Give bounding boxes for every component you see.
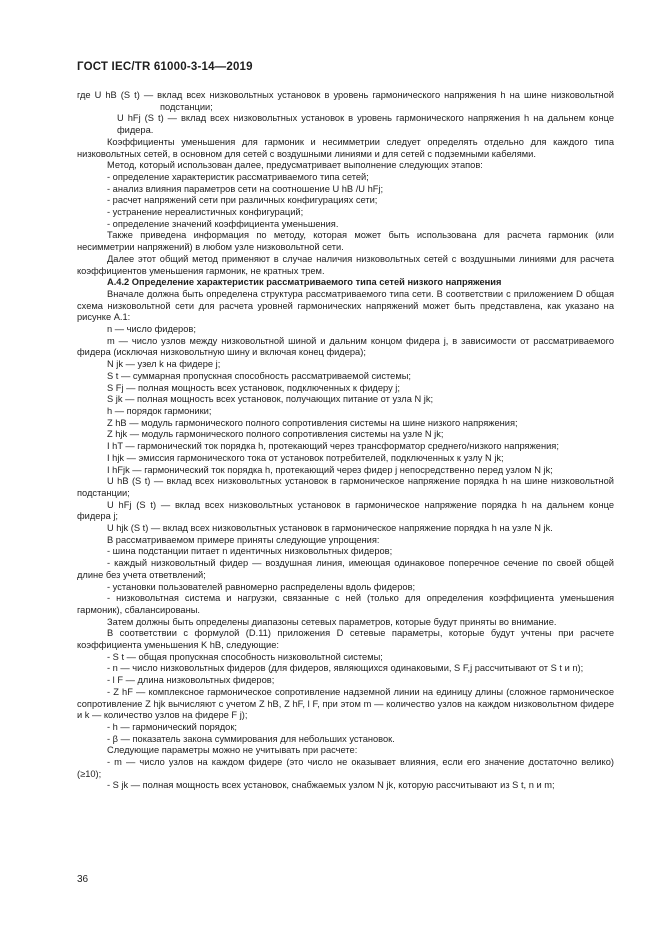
definition-item: S t — суммарная пропускная способность рассматриваемой системы; [107, 370, 412, 381]
list-item: - l F — длина низковольтных фидеров; [107, 675, 275, 686]
definition-item: S Fj — полная мощность всех установок, подключенных к фидеру j; [107, 382, 400, 393]
list-item: - анализ влияния параметров сети на соотношение U hB /U hFj; [107, 183, 384, 194]
list-item: - определение значений коэффициента уменьшения. [107, 218, 339, 229]
definition-item: I hFjk — гармонический ток порядка h, протекающий через фидер j непосредственно перед узлом N jk; [107, 464, 553, 475]
paragraph: Вначале должна быть определена структура рассматриваемого типа сети. В соответствии с приложением D общая схема низковольтной сети для расчета уровней гармонических напряжений может быть представлена, как указано на рисунке А.1: [77, 288, 614, 323]
list-item: - установки пользователей равномерно распределены вдоль фидеров; [107, 581, 416, 592]
definition-item: n — число фидеров; [107, 324, 196, 335]
paragraph: Также приведена информация по методу, которая может быть использована для расчета гармоник (или несимметрии напряжений) в любом узле низковольтной сети. [77, 230, 614, 253]
list-item: - определение характеристик рассматриваемого типа сетей; [107, 171, 369, 182]
definition-item: Z hB — модуль гармонического полного сопротивления системы на шине низкого напряжения; [107, 417, 518, 428]
definition-item: Z hjk — модуль гармонического полного сопротивления системы на узле N jk; [107, 429, 444, 440]
definition-item: N jk — узел k на фидере j; [107, 359, 221, 370]
definition-item: h — порядок гармоники; [107, 405, 212, 416]
page-body [77, 90, 614, 792]
definition-item: S jk — полная мощность всех установок, получающих питание от узла N jk; [107, 394, 434, 405]
list-item: - расчет напряжений сети при различных конфигурациях сети; [107, 195, 378, 206]
list-item: - β — показатель закона суммирования для небольших установок. [107, 733, 395, 744]
definition-item: I hT — гармонический ток порядка h, протекающий через трансформатор среднего/низкого напряжения; [107, 441, 559, 452]
definition-item: U hB (S t) — вклад всех низковольтных установок в гармоническое напряжение порядка h на шине низковольтной подстанции; [77, 476, 614, 498]
paragraph: Затем должны быть определены диапазоны сетевых параметров, которые будут приняты во внимание. [107, 616, 557, 627]
list-item: - m — число узлов на каждом фидере (это число не оказывает влияния, если его значение достаточно велико) (≥10); [77, 757, 614, 779]
paragraph: В соответствии с формулой (D.11) приложения D сетевые параметры, которые будут учтены при расчете коэффициента уменьшения K hB, следующие: [77, 628, 614, 651]
definition-item: I hjk — эмиссия гармонического тока от установок потребителей, подключенных к узлу N jk; [107, 452, 504, 463]
paragraph: В рассматриваемом примере приняты следующие упрощения: [107, 534, 380, 545]
list-item: - h — гармонический порядок; [107, 721, 237, 732]
document-header: ГОСТ IEC/TR 61000-3-14—2019 [77, 61, 253, 73]
page-number: 36 [77, 874, 89, 885]
list-item: - Z hF — комплексное гармоническое сопротивление надземной линии на единицу длины (сложное гармоническое сопротивление Z hjk вычисляют с учетом Z hB, Z hF, l F, при этом m — количество узлов на каждом низковольтном фидере и k — количество узлов на фидере F j); [77, 686, 614, 721]
paragraph: где U hB (S t) — вклад всех низковольтных установок в уровень гармонического напряжения h на шине низковольтной подстанции; [77, 90, 614, 112]
paragraph: Коэффициенты уменьшения для гармоник и несимметрии следует определять отдельно для каждого типа низковольтных сетей, в основном для сетей с воздушными линиями и для сетей с подземными кабелями. [77, 136, 614, 159]
paragraph: Следующие параметры можно не учитывать при расчете: [107, 745, 358, 756]
list-item: - низковольтная система и нагрузки, связанные с ней (только для определения коэффициента уменьшения гармоник), сбалансированы. [77, 593, 614, 615]
section-heading: А.4.2 Определение характеристик рассматриваемого типа сетей низкого напряжения [107, 277, 502, 288]
paragraph: Далее этот общий метод применяют в случае наличия низковольтных сетей с воздушными линиями для расчета коэффициентов уменьшения гармоник, не кратных трем. [77, 253, 614, 276]
list-item: - каждый низковольтный фидер — воздушная линия, имеющая одинаковое поперечное сечение по своей общей длине без учета ответвлений; [77, 558, 614, 580]
definition-item: m — число узлов между низковольтной шиной и дальним концом фидера j, в зависимости от рассматриваемого фидера (исключая низковольтную шину и включая конец фидера); [77, 335, 614, 358]
list-item: - n — число низковольтных фидеров (для фидеров, являющихся одинаковыми, S F,j рассчитывают от S t и n); [107, 663, 584, 674]
definition-item: U hFj (S t) — вклад всех низковольтных установок в гармоническое напряжение порядка h на дальнем конце фидера j; [77, 499, 614, 522]
definition-item: U hjk (S t) — вклад всех низковольтных установок в гармоническое напряжение порядка h на узле N jk. [107, 523, 553, 534]
list-item: - S jk — полная мощность всех установок, снабжаемых узлом N jk, которую рассчитывают из S t, n и m; [107, 780, 555, 791]
list-item: - шина подстанции питает n идентичных низковольтных фидеров; [107, 546, 393, 557]
list-item: - устранение нереалистичных конфигураций; [107, 207, 304, 218]
list-item: - S t — общая пропускная способность низковольтной системы; [107, 651, 383, 662]
paragraph: U hFj (S t) — вклад всех низковольтных установок в уровень гармонического напряжения h на дальнем конце фидера. [117, 113, 614, 136]
paragraph: Метод, который использован далее, предусматривает выполнение следующих этапов: [107, 160, 483, 171]
